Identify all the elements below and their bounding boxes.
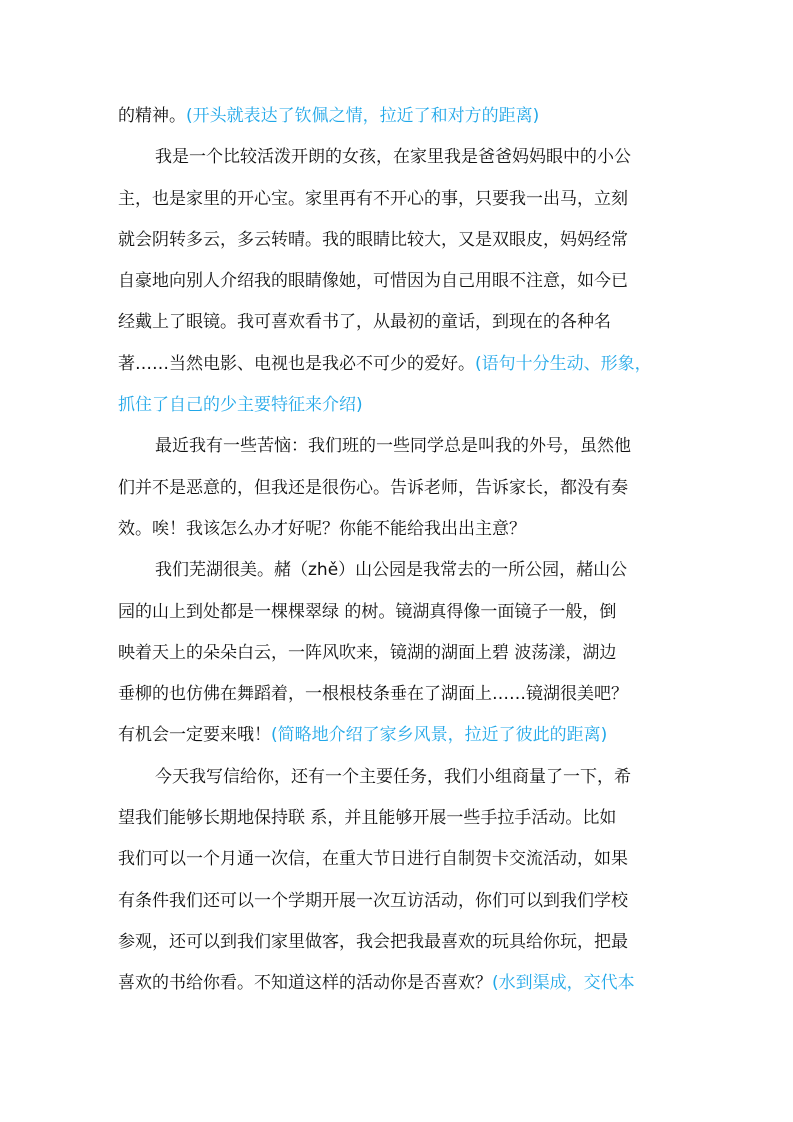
body-text: 的精神。 (118, 106, 186, 126)
text-line (118, 592, 680, 633)
text-line (118, 302, 680, 343)
text-line (118, 468, 680, 509)
text-line (118, 96, 680, 137)
body-text: 我是一个比较活泼开朗的女孩，在家里我是爸爸妈妈眼中的小公 (155, 147, 631, 168)
body-text: 就会阴转多云，多云转晴。我的眼睛比较大，又是双眼皮，妈妈经常 (118, 229, 628, 250)
annotation-text: (水到渠成，交代本 (492, 973, 635, 994)
letter-body (118, 96, 680, 1005)
text-line (118, 674, 680, 715)
body-text: 参观，还可以到我们家里做客，我会把我最喜欢的玩具给你玩，把最 (118, 931, 628, 952)
text-line (118, 550, 680, 591)
text-line (118, 798, 680, 839)
text-line (118, 881, 680, 922)
body-text: 著……当然电影、电视也是我必不可少的爱好。 (118, 353, 475, 374)
body-text: 效。唉！我该怎么办才好呢？你能不能给我出出主意？ (118, 518, 526, 539)
text-line (118, 220, 680, 261)
body-text: 今天我写信给你，还有一个主要任务，我们小组商量了一下，希 (155, 766, 631, 787)
text-line (118, 757, 680, 798)
body-text: 园的山上到处都是一棵棵翠绿 的树。镜湖真得像一面镜子一般，倒 (118, 601, 617, 622)
annotation-text: 抓住了自己的少主要特征来介绍) (118, 395, 363, 416)
text-line (118, 261, 680, 302)
text-line (118, 963, 680, 1004)
body-text: 我们芜湖很美。赭（zhě）山公园是我常去的一所公园，赭山公 (155, 560, 628, 581)
annotation-text: (开头就表达了钦佩之情，拉近了和对方的距离) (186, 106, 540, 126)
body-text: 们并不是恶意的，但我还是很伤心。告诉老师，告诉家长，都没有奏 (118, 477, 628, 498)
body-text: 自豪地向别人介绍我的眼睛像她，可惜因为自己用眼不注意，如今已 (118, 271, 628, 292)
body-text: 有机会一定要来哦！ (118, 725, 271, 746)
annotation-text: (简略地介绍了家乡风景，拉近了彼此的距离) (271, 725, 608, 746)
text-line (118, 344, 680, 385)
body-text: 主，也是家里的开心宝。家里再有不开心的事，只要我一出马，立刻 (118, 188, 628, 209)
body-text: 垂柳的也仿佛在舞蹈着，一根根枝条垂在了湖面上……镜湖很美吧？ (118, 684, 628, 705)
text-line (118, 922, 680, 963)
text-line (118, 385, 680, 426)
text-line (118, 633, 680, 674)
text-line (118, 179, 680, 220)
text-line (118, 839, 680, 880)
body-text: 映着天上的朵朵白云，一阵风吹来，镜湖的湖面上碧 波荡漾，湖边 (118, 642, 617, 663)
text-line (118, 509, 680, 550)
body-text: 有条件我们还可以一个学期开展一次互访活动，你们可以到我们学校 (118, 890, 628, 911)
body-text: 望我们能够长期地保持联 系，并且能够开展一些手拉手活动。比如 (118, 808, 617, 829)
text-line (118, 426, 680, 467)
text-line (118, 715, 680, 756)
body-text: 我们可以一个月通一次信，在重大节日进行自制贺卡交流活动，如果 (118, 849, 628, 870)
body-text: 最近我有一些苦恼：我们班的一些同学总是叫我的外号，虽然他 (155, 436, 631, 457)
text-line (118, 137, 680, 178)
annotation-text: (语句十分生动、形象， (475, 353, 652, 374)
body-text: 喜欢的书给你看。不知道这样的活动你是否喜欢？ (118, 973, 492, 994)
body-text: 经戴上了眼镜。我可喜欢看书了，从最初的童话，到现在的各种名 (118, 312, 611, 333)
